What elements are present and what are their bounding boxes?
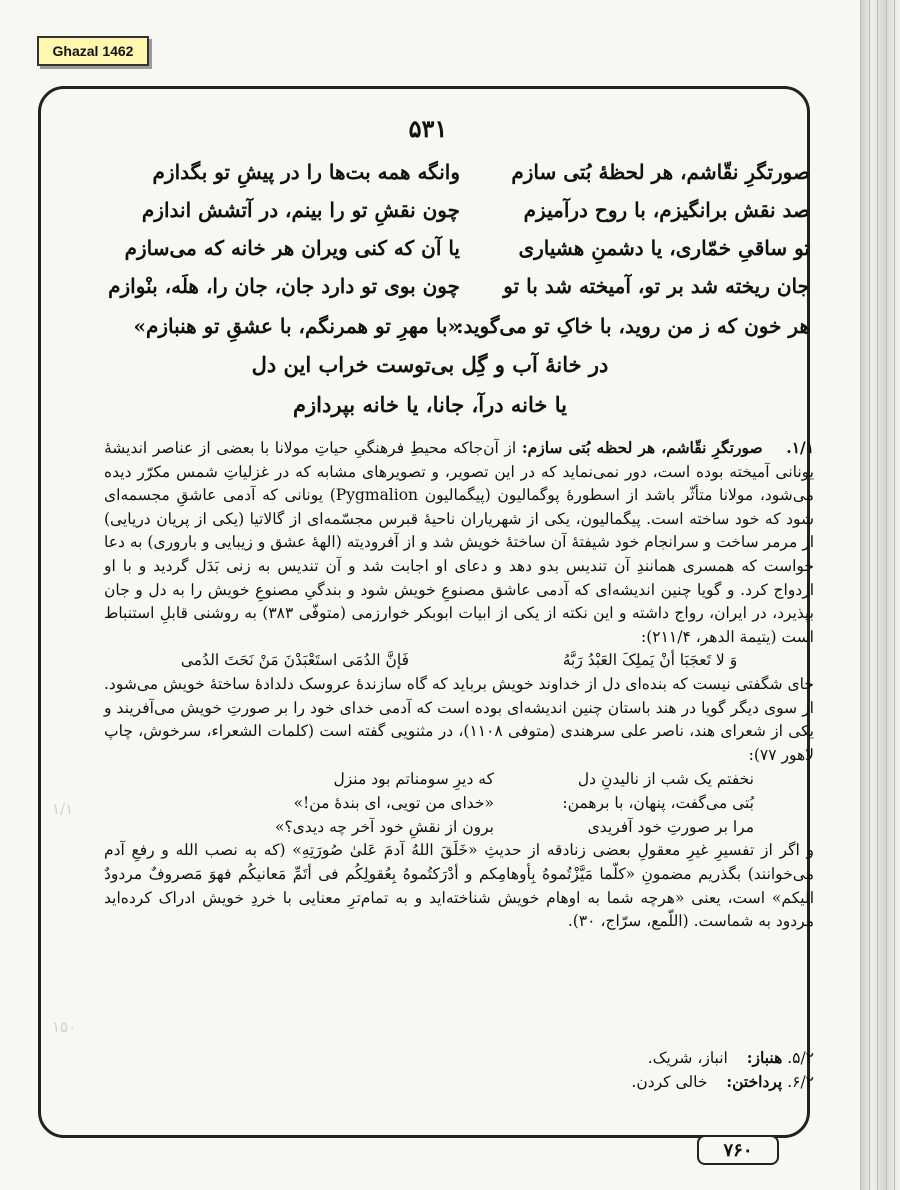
couplet-first: بُتی می‌گفت، پنهان، با برهمن: [562, 794, 754, 813]
definitions [514, 1046, 814, 1094]
note-paragraph: جای شگفتی نیست که بنده‌ای دل از خداوند خویش برباید که گاه سازندهٔ عروسک دلدادهٔ ساختهٔ خویش می‌شود. از سوی دیگر گویا در هند باستان چنین اندیشه‌ای بوده است که آدمی خدای خود را بر صورتِ خویش می‌آفریند و یکی از شعرای هند، ناصر علی سرهندی (متوفی ۱۱۰۸)، در مثنویی گفته است (کلمات الشعراء، سرخوش، چاپ لاهور ۷۷): [104, 674, 814, 764]
definition-term: هنباز: [746, 1048, 783, 1067]
couplet-first: مرا بر صورتِ خود آفریدی [587, 818, 754, 837]
verse-1-second-hemistich: وانگه همه بت‌ها را در پیشِ تو بگدازم [152, 160, 460, 184]
closing-verse-second: یا خانه درآ، جانا، یا خانه بپردازم [293, 392, 567, 417]
definition-number: ۵/۲. [787, 1049, 814, 1067]
verse-3-second-hemistich: یا آن که کنی ویران هر خانه که می‌سازم [124, 236, 460, 260]
couplet-second: که دیرِ سومناتم بود منزل [333, 770, 494, 789]
footer-page-number: ۷۶۰ [697, 1135, 779, 1165]
definition-number: ۶/۲. [787, 1073, 814, 1091]
note-text: از آن‌جاکه محیطِ فرهنگیِ حیاتِ مولانا با بعضی از عناصر اندیشهٔ یونانی آمیخته بوده است، دور نمی‌نماید که در این تصویر، و تصویرهای مشابه که در غزلیاتِ شمس مکرّر دیده می‌شود، مولانا متأثّر باشد از اسطورهٔ پوگمالیون (پیگمالیون Pygmalion) یونانی که آدمی عاشقِ مجسمه‌ای شود که خود ساخته است. پیگمالیون، یکی از شهریاران ناحیهٔ قبرس مجسّمه‌ای از گالاتیا (یکی از پریان دریایی) از مرمر ساخت و سرانجام خود شیفتهٔ آن ساختهٔ خویش شد و از آفرودیته (الههٔ عشق و زیبایی و باروری) به دعا خواست که همسری همانندِ آن تندیس بدو دهد و دعای او اجابت شد و آن تندیس به زنی بَدَل گردید و با او ازدواج کرد. و گویا چنین اندیشه‌ای که آدمی عاشق مصنوعِ خویش شود و بندگیِ مصنوعِ خویش را به دل و جان بپذیرد، در ایران، رواج داشته و این نکته از یکی از ابیات ابوبکر خوارزمی (متوفّی ۳۸۳) به روشنی قابلِ استنباط است (یتیمة الدهر، ۲۱۱/۴): [104, 439, 814, 646]
arabic-verse [104, 649, 814, 673]
verse-5-second-hemistich: «با مهرِ تو همرنگم، با عشقِ تو هنبازم» [133, 314, 460, 338]
bleed-through-mark: ۱۵۰ [52, 1018, 77, 1036]
couplet-second: برون از نقشِ خود آخر چه دیدی؟» [274, 818, 494, 837]
note-paragraph: و اگر از تفسیرِ غیرِ معقولِ بعضی زنادقه از حدیثِ «خَلَقَ اللهُ آدمَ عَلیٰ صُورَتِهِ» (که به نصب الله و رفعِ آدم می‌خوانند) بگذریم مضمونِ «کلّما مَیَّزْتُموهُ بِأوهامِکم و أدْرَکتُموهُ بِعُقولِکُم فی أتَمِّ مَعانیکُم فهوَ مَصروفٌ مردودٌ الیکم» است، یعنی «هرچه شما به اوهام خویش شناخته‌اید و به تمام‌ترِ معنایی با خردِ خویش ادراک کرده‌اید مردود به شماست. (اللّمع، سرّاج، ۳۰). [104, 841, 814, 931]
verse-4-first-hemistich: جان ریخته شد بر تو، آمیخته شد با تو [503, 274, 810, 298]
note-number: ۱/۱. [786, 438, 815, 457]
definition-row [514, 1070, 814, 1094]
page-number: ۵۳۱ [408, 114, 448, 143]
arabic-verse-first: وَ لا تَعجَبَا أنْ یَملِکَ العَبْدُ رَبَّهُ [562, 651, 738, 670]
couplet [104, 791, 754, 815]
couplet-first: نخفتم یک شب از نالیدنِ دل [577, 770, 754, 789]
verse-5-first-hemistich: هر خون که ز من روید، با خاکِ تو می‌گوید: [456, 314, 810, 338]
arabic-verse-second: فَإنَّ الدُمَی استَعْبَدْنَ مَنْ نَحَتَ الدُمی [180, 651, 410, 670]
verse-1-first-hemistich: صورتگرِ نقّاشم، هر لحظهٔ بُتی سازم [511, 160, 810, 184]
commentary [104, 436, 814, 934]
definition-row [514, 1046, 814, 1070]
note-heading: صورتگرِ نقّاشم، هر لحظه بُتی سازم: [521, 438, 763, 457]
couplet-second: «خدای من تویی، ای بندهٔ من!» [293, 794, 494, 813]
closing-verse-first: در خانهٔ آب و گِل بی‌توست خراب این دل [251, 352, 609, 377]
persian-couplets [104, 767, 814, 839]
bleed-through-mark: ۱/۱ [52, 800, 74, 818]
definition-text: خالی کردن. [631, 1073, 708, 1091]
verse-2-first-hemistich: صد نقش برانگیزم، با روح درآمیزم [523, 198, 810, 222]
ghazal-label: Ghazal 1462 [37, 36, 149, 66]
couplet [104, 815, 754, 839]
definition-text: انباز، شریک. [647, 1049, 728, 1067]
note-paragraph [104, 436, 814, 649]
verse-4-second-hemistich: چون بوی تو دارد جان، جان را، هلَه، بنْوازم [108, 274, 460, 298]
definition-term: پرداختن: [726, 1072, 783, 1091]
verse-2-second-hemistich: چون نقشِ تو را بینم، در آتشش اندازم [141, 198, 460, 222]
verse-3-first-hemistich: تو ساقیِ خمّاری، یا دشمنِ هشیاری [518, 236, 810, 260]
page-edge [860, 0, 900, 1190]
couplet [104, 767, 754, 791]
